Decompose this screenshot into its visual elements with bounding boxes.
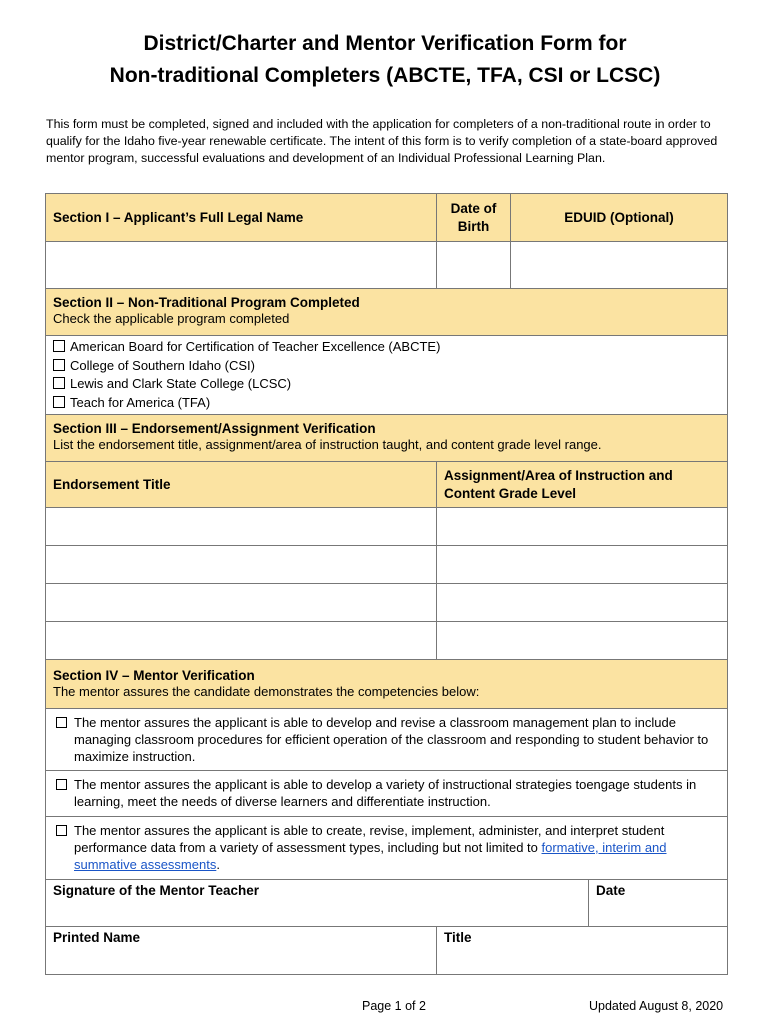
eduid-field[interactable] — [511, 242, 727, 288]
form-title-line1: District/Charter and Mentor Verification Form for — [143, 32, 627, 55]
program-option-label: American Board for Certification of Teacher Excellence (ABCTE) — [70, 339, 441, 354]
mentor-signature-field[interactable]: Signature of the Mentor Teacher — [46, 880, 589, 926]
section4-subtitle: The mentor assures the candidate demonstrates the competencies below: — [53, 684, 480, 699]
printed-name-row — [46, 927, 727, 975]
assignment-field[interactable] — [437, 546, 727, 583]
mentor-item-1-text: The mentor assures the applicant is able to develop and revise a classroom management plan to include managing classroom procedures for efficient operation of the classroom and responding to student behavior to maximize instruction. — [74, 715, 709, 764]
mentor-title-field[interactable]: Title — [444, 930, 472, 945]
assignment-field[interactable] — [437, 622, 727, 659]
applicant-name-header: Section I – Applicant’s Full Legal Name — [46, 194, 437, 241]
dob-field[interactable] — [437, 242, 511, 288]
assignment-header: Assignment/Area of Instruction and Content Grade Level — [437, 462, 727, 507]
endorsement-title-field[interactable] — [46, 622, 437, 659]
mentor-item-3-end: . — [216, 857, 220, 872]
section4-header — [46, 660, 727, 709]
checkbox-icon[interactable] — [53, 340, 65, 352]
section3-subtitle: List the endorsement title, assignment/area of instruction taught, and content grade level range. — [53, 437, 602, 452]
signature-date-field[interactable]: Date — [596, 883, 626, 898]
program-option-abcte[interactable] — [53, 338, 720, 357]
section2-title: Section II – Non-Traditional Program Completed — [53, 295, 360, 310]
intro-paragraph: This form must be completed, signed and included with the application for completers of a non-traditional route in order to qualify for the Idaho five-year renewable certificate. The intent of this form is to verify completion of a state-board approved mentor program, successful evaluations and development of an Individual Professional Learning Plan. — [46, 117, 718, 165]
verification-form — [45, 193, 728, 975]
mentor-item-1 — [46, 709, 727, 771]
program-option-label: Lewis and Clark State College (LCSC) — [70, 376, 292, 391]
endorsement-title-header: Endorsement Title — [46, 462, 437, 507]
section2-subtitle: Check the applicable program completed — [53, 311, 290, 326]
page-number: Page 1 of 2 — [362, 999, 426, 1013]
signature-row — [46, 879, 727, 927]
form-title — [0, 28, 770, 92]
form-title-line2: Non-traditional Completers (ABCTE, TFA, CSI or LCSC) — [109, 64, 661, 87]
checkbox-icon[interactable] — [56, 717, 67, 728]
mentor-item-2-text: The mentor assures the applicant is able to develop a variety of instructional strategies toengage students in learning, meet the needs of diverse learners and differentiate instruction. — [74, 777, 697, 809]
endorsement-row — [46, 584, 727, 622]
program-option-label: Teach for America (TFA) — [70, 394, 211, 410]
section3-column-headers — [46, 462, 727, 508]
section3-title: Section III – Endorsement/Assignment Verification — [53, 421, 376, 436]
section1-header-row — [46, 194, 727, 242]
section4-title: Section IV – Mentor Verification — [53, 668, 255, 683]
checkbox-icon[interactable] — [53, 377, 65, 389]
checkbox-icon[interactable] — [56, 779, 67, 790]
assignment-field[interactable] — [437, 584, 727, 621]
applicant-name-field[interactable] — [46, 242, 437, 288]
section1-input-row — [46, 242, 727, 289]
program-option-lcsc[interactable] — [53, 375, 720, 394]
program-option-tfa[interactable] — [53, 394, 720, 413]
endorsement-row — [46, 622, 727, 660]
assessments-link[interactable]: formative, interim and summative assessments — [74, 840, 667, 872]
checkbox-icon[interactable] — [53, 359, 65, 371]
endorsement-title-field[interactable] — [46, 584, 437, 621]
section2-header — [46, 289, 727, 336]
endorsement-title-field[interactable] — [46, 508, 437, 545]
dob-header: Date of Birth — [437, 194, 511, 241]
endorsement-row — [46, 508, 727, 546]
assignment-field[interactable] — [437, 508, 727, 545]
checkbox-icon[interactable] — [53, 396, 65, 408]
mentor-item-3 — [46, 817, 727, 879]
eduid-header: EDUID (Optional) — [511, 194, 727, 241]
endorsement-row — [46, 546, 727, 584]
checkbox-icon[interactable] — [56, 825, 67, 836]
program-options — [46, 336, 727, 415]
updated-date: Updated August 8, 2020 — [589, 999, 724, 1013]
printed-name-field[interactable]: Printed Name — [46, 927, 437, 974]
mentor-item-3-text: The mentor assures the applicant is able to create, revise, implement, administer, and interpret student performance data from a variety of assessment types, including but not limited to — [74, 823, 665, 855]
section3-header — [46, 415, 727, 462]
mentor-item-2 — [46, 771, 727, 817]
endorsement-title-field[interactable] — [46, 546, 437, 583]
program-option-label: College of Southern Idaho (CSI) — [70, 357, 255, 373]
program-option-csi[interactable] — [53, 357, 720, 376]
